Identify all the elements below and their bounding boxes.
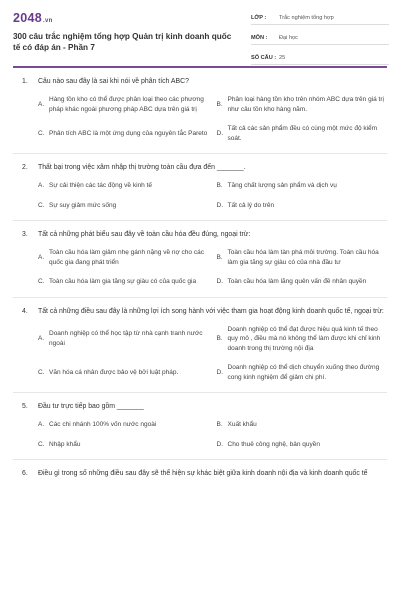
meta-row-class xyxy=(251,11,389,25)
option-text: Nhập khẩu xyxy=(49,440,81,448)
question-1 xyxy=(0,77,400,143)
option-a[interactable] xyxy=(38,325,209,354)
option-letter: C. xyxy=(38,440,45,448)
meta-row-subject xyxy=(251,31,389,45)
option-letter: C. xyxy=(38,278,45,285)
option-text: Hàng tồn kho có thể được phân loại theo các phương pháp khác ngoài phương pháp ABC dựa trên giá trị xyxy=(49,96,204,113)
question-2 xyxy=(0,163,400,210)
option-text: Doanh nghiệp có thể học tập từ nhà cạnh tranh nước ngoài xyxy=(49,330,203,347)
option-letter: A. xyxy=(38,253,45,261)
option-b[interactable] xyxy=(217,181,388,191)
option-a[interactable] xyxy=(38,248,209,267)
option-letter: B. xyxy=(216,335,223,342)
option-a[interactable] xyxy=(38,420,209,430)
option-letter: D. xyxy=(216,201,223,209)
options-grid xyxy=(38,248,387,287)
options-grid xyxy=(38,95,387,143)
option-text: Sự cải thiện các tác động về kinh tế xyxy=(49,182,152,189)
option-b[interactable] xyxy=(217,325,388,354)
option-a[interactable] xyxy=(38,95,209,114)
question-text: Thất bại trong việc xâm nhập thị trường toàn cầu đựa đến _______. xyxy=(38,164,246,171)
option-text: Xuất khẩu xyxy=(227,421,257,428)
question-number: 5. xyxy=(22,403,28,410)
question-number: 3. xyxy=(22,231,28,238)
option-letter: B. xyxy=(216,421,223,428)
question-list xyxy=(0,77,400,479)
option-text: Toàn cầu hóa làm tàn phá môi trường. Toàn cầu hóa làm gia tăng sự giàu có của nhà đầu tư xyxy=(227,249,379,266)
document-title: 300 câu trắc nghiệm tổng hợp Quản trị kinh doanh quốc tế có đáp án - Phần 7 xyxy=(13,32,232,52)
option-text: Văn hóa cá nhân được bảo vệ bởi luật pháp. xyxy=(49,368,179,376)
site-logo[interactable]: 2048.vn xyxy=(13,11,53,25)
option-letter: D. xyxy=(216,129,223,137)
option-letter: A. xyxy=(38,100,45,108)
option-text: Toàn cầu hóa làm gia tăng sự giàu có của quốc gia xyxy=(49,278,197,285)
meta-value: Trắc nghiệm tổng hợp xyxy=(279,14,334,21)
option-letter: A. xyxy=(38,335,45,342)
option-text: Tất cả lý do trên xyxy=(227,201,275,209)
header-divider xyxy=(13,66,387,68)
option-b[interactable] xyxy=(217,420,388,430)
option-letter: B. xyxy=(216,182,223,189)
option-text: Phân loại hàng tồn kho trên nhóm ABC dựa trên giá trị như câu tồn kho hàng năm. xyxy=(227,96,384,113)
options-grid xyxy=(38,420,387,449)
meta-row-count xyxy=(251,51,389,65)
meta-value: 25 xyxy=(279,54,286,61)
option-letter: B. xyxy=(216,100,223,108)
option-d[interactable] xyxy=(217,124,388,143)
question-4 xyxy=(0,307,400,383)
question-divider xyxy=(13,459,387,460)
meta-value: Đại học xyxy=(279,34,298,41)
question-text: Câu nào sau đây là sai khi nói về phân tích ABC? xyxy=(38,78,189,85)
option-text: Cho thuê công nghệ, bản quyền xyxy=(227,440,321,448)
options-grid xyxy=(38,325,387,383)
option-d[interactable] xyxy=(217,277,388,287)
question-divider xyxy=(13,392,387,393)
option-text: Sự suy giảm mức sống xyxy=(49,201,117,209)
option-letter: D. xyxy=(216,278,223,285)
question-number: 4. xyxy=(22,307,28,315)
option-c[interactable] xyxy=(38,201,209,211)
option-letter: B. xyxy=(216,253,223,261)
option-letter: A. xyxy=(38,182,45,189)
question-divider xyxy=(13,297,387,298)
option-d[interactable] xyxy=(217,440,388,450)
document-meta xyxy=(251,11,389,65)
option-text: Toàn cầu hóa làm giảm nhẹ gánh nặng về nợ cho các quốc gia đang phát triển xyxy=(49,249,204,266)
option-text: Các chi nhánh 100% vốn nước ngoài xyxy=(49,421,157,428)
question-text: Đầu tư trực tiếp bao gồm _______ xyxy=(38,403,144,410)
document-header xyxy=(0,0,400,62)
meta-key: LỚP : xyxy=(251,14,267,21)
option-letter: D. xyxy=(216,440,223,448)
meta-key: MÔN : xyxy=(251,34,268,41)
option-text: Tăng chất lượng sản phẩm và dịch vụ xyxy=(227,182,337,189)
option-text: Doanh nghiệp có thể dịch chuyển xuống theo đường cong kinh nghiệm để giảm chi phí. xyxy=(227,364,380,381)
option-c[interactable] xyxy=(38,277,209,287)
question-divider xyxy=(13,153,387,154)
question-text: Điều gì trong số những điều sau đây sẽ thể hiện sự khác biệt giữa kinh doanh nội địa và kinh doanh quốc tế xyxy=(38,470,368,477)
option-d[interactable] xyxy=(217,201,388,211)
option-c[interactable] xyxy=(38,124,209,143)
option-b[interactable] xyxy=(217,248,388,267)
question-number: 2. xyxy=(22,164,28,171)
option-text: Toàn cầu hóa làm lãng quên vấn đề nhân quyền xyxy=(227,278,367,285)
option-a[interactable] xyxy=(38,181,209,191)
option-letter: C. xyxy=(38,201,45,209)
question-6 xyxy=(0,469,400,479)
option-b[interactable] xyxy=(217,95,388,114)
question-5 xyxy=(0,402,400,449)
option-text: Phân tích ABC là một ứng dụng của nguyên tắc Pareto xyxy=(49,129,208,137)
option-c[interactable] xyxy=(38,363,209,382)
option-letter: A. xyxy=(38,421,45,428)
question-3 xyxy=(0,230,400,287)
question-text: Tất cả những điều sau đây là những lợi ích song hành với việc tham gia hoạt động kinh doanh quốc tế, ngoại trừ: xyxy=(38,307,384,315)
question-divider xyxy=(13,220,387,221)
question-number: 1. xyxy=(22,78,28,85)
options-grid xyxy=(38,181,387,210)
option-letter: C. xyxy=(38,368,45,376)
meta-key: SỐ CÂU : xyxy=(251,54,277,61)
option-letter: C. xyxy=(38,129,45,137)
question-number: 6. xyxy=(22,470,28,477)
question-text: Tất cả những phát biểu sau đây về toàn cầu hóa đều đúng, ngoại trừ: xyxy=(38,231,251,238)
option-text: Tất cả các sản phẩm đều có cùng một mức độ kiểm soát. xyxy=(227,125,378,142)
option-c[interactable] xyxy=(38,440,209,450)
option-text: Doanh nghiệp có thể đạt được hiệu quả kinh tế theo quy mô , điều mà nó không thể làm được khi chỉ kinh doanh trong thị trường nội địa xyxy=(227,325,381,352)
option-letter: D. xyxy=(216,368,223,376)
option-d[interactable] xyxy=(217,363,388,382)
